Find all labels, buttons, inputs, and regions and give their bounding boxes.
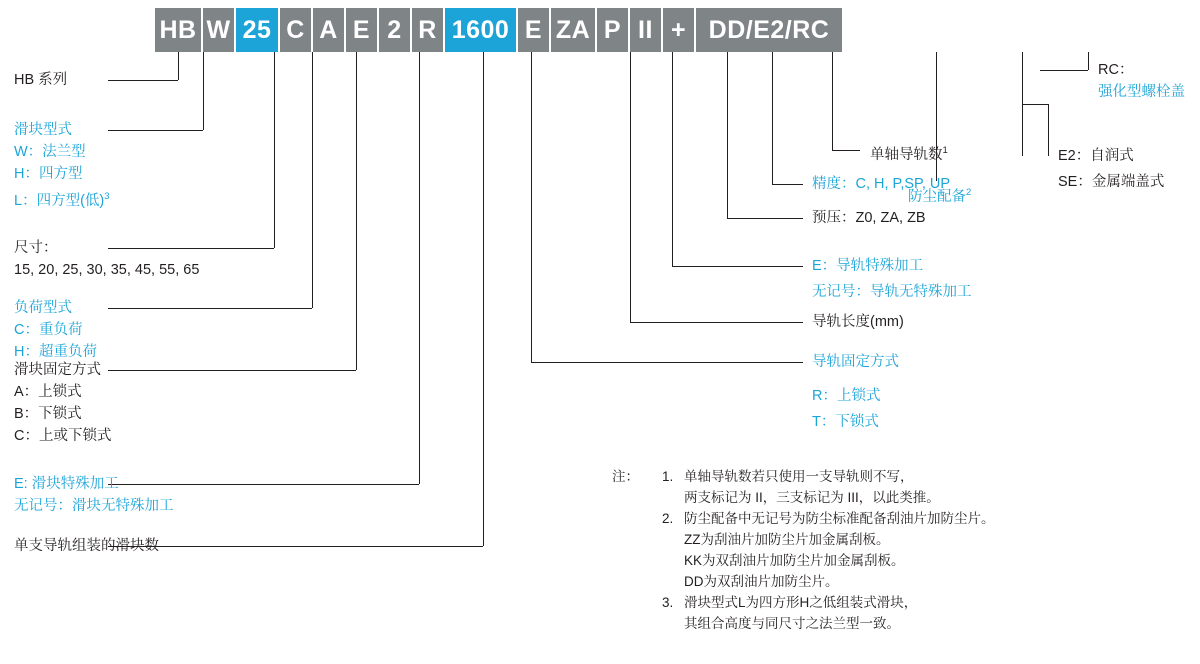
label-rail-fix-line-1: T：下锁式 [812,414,879,430]
leader-line-rc-v [1088,52,1089,70]
leader-line-rail-qty-h [832,150,860,151]
leader-line-size-v [274,52,275,248]
leader-line-rail-fix-v [531,52,532,362]
model-code-bar [155,8,844,52]
leader-line-block-special-h [108,484,419,485]
label-load-type-title: 负荷型式 [14,300,72,316]
label-size-line-0: 15, 20, 25, 30, 35, 45, 55, 65 [14,262,200,278]
code-cell-3: C [280,8,311,52]
label-end-seal-line-1: SE：金属端盖式 [1058,174,1165,190]
label-block-special-line-0: E: 滑块特殊加工 [14,476,119,492]
note-3-line-1: 其组合高度与同尺寸之法兰型一致。 [684,616,900,631]
code-cell-9: E [518,8,549,52]
label-dust: 防尘配备$^2$ [908,187,972,205]
leader-line-load-type-v [312,52,313,308]
leader-line-end-seal-h2 [1022,104,1048,105]
code-cell-11: P [597,8,628,52]
label-load-type-line-1: H：超重负荷 [14,344,97,360]
label-series: HB 系列 [14,72,68,88]
code-cell-13: + [663,8,694,52]
leader-line-block-type-v [203,52,204,130]
label-load-type-line-0: C：重负荷 [14,322,83,338]
code-cell-6: 2 [379,8,410,52]
label-block-type-title: 滑块型式 [14,122,72,138]
code-cell-1: W [203,8,234,52]
code-cell-2: 25 [236,8,278,52]
leader-line-block-special-v [419,52,420,484]
label-block-type-line-0: W：法兰型 [14,144,86,160]
label-end-seal-line-0: E2：自润式 [1058,148,1134,164]
label-rail-fix-title: 导轨固定方式 [812,354,899,370]
label-block-fix-line-2: C：上或下锁式 [14,428,112,444]
leader-line-accuracy-v [772,52,773,184]
note-2-line-3: DD为双刮油片加防尘片。 [684,574,839,589]
note-3-line-0: 滑块型式L为四方形H之低组装式滑块， [684,595,918,610]
label-block-type-line-2: L：四方型(低)$^3$ [14,191,110,209]
note-2-line-1: ZZ为刮油片加防尘片加金属刮板。 [684,532,890,547]
leader-line-rail-special-v [672,52,673,266]
leader-line-rc-h [1040,70,1088,71]
label-block-fix-line-1: B：下锁式 [14,406,82,422]
label-preload: 预压：Z0, ZA, ZB [812,210,926,226]
label-rail-length: 导轨长度(mm) [812,314,904,330]
leader-line-series-v [178,52,179,80]
leader-line-rail-special-h [672,266,803,267]
note-2-line-2: KK为双刮油片加防尘片加金属刮板。 [684,553,905,568]
leader-line-block-type-h [108,130,203,131]
notes-label: 注： [612,469,639,484]
code-cell-5: E [346,8,377,52]
note-2-num: 2. [662,511,674,526]
note-2-line-0: 防尘配备中无记号为防尘标准配备刮油片加防尘片。 [684,511,995,526]
leader-line-rail-length-h [630,322,803,323]
leader-line-block-count-v [483,52,484,546]
note-1-line-1: 两支标记为 II，三支标记为 III，以此类推。 [684,490,940,505]
leader-line-accuracy-h [772,184,803,185]
label-rail-qty: 单轴导轨数$^1$ [870,145,948,163]
code-cell-4: A [313,8,344,52]
label-rail-special-line-0: E：导轨特殊加工 [812,258,924,274]
leader-line-rail-length-v [630,52,631,322]
code-cell-10: ZA [551,8,595,52]
code-cell-8: 1600 [445,8,516,52]
label-block-type-line-1: H：四方型 [14,166,83,182]
label-accuracy: 精度：C, H, P,SP, UP [812,176,951,192]
code-cell-14: DD/E2/RC [696,8,842,52]
label-block-fix-title: 滑块固定方式 [14,362,101,378]
leader-line-series-h [108,80,178,81]
leader-line-load-type-h [108,308,312,309]
leader-line-rail-fix-h [531,362,803,363]
note-1-line-0: 单轴导轨数若只使用一支导轨则不写， [684,469,914,484]
label-rc-line-1: 强化型螺栓盖 [1098,84,1185,100]
label-size-title: 尺寸： [14,240,58,256]
label-block-count: 单支导轨组装的滑块数 [14,538,159,554]
leader-line-end-seal-v2 [1048,104,1049,156]
leader-line-preload-v [727,52,728,218]
code-cell-12: II [630,8,661,52]
code-cell-7: R [412,8,443,52]
note-3-num: 3. [662,595,674,610]
code-cell-0: HB [155,8,201,52]
label-rail-special-line-1: 无记号：导轨无特殊加工 [812,284,972,300]
leader-line-preload-h [727,218,803,219]
leader-line-block-fix-v [356,52,357,370]
leader-line-rail-qty-v [832,52,833,150]
label-rc-line-0: RC： [1098,62,1134,78]
label-block-special-line-1: 无记号：滑块无特殊加工 [14,498,174,514]
leader-line-block-fix-h [108,370,356,371]
note-1-num: 1. [662,469,674,484]
label-block-fix-line-0: A：上锁式 [14,384,82,400]
leader-line-block-count-h [108,546,483,547]
leader-line-size-h [108,248,274,249]
label-rail-fix-line-0: R：上锁式 [812,388,881,404]
